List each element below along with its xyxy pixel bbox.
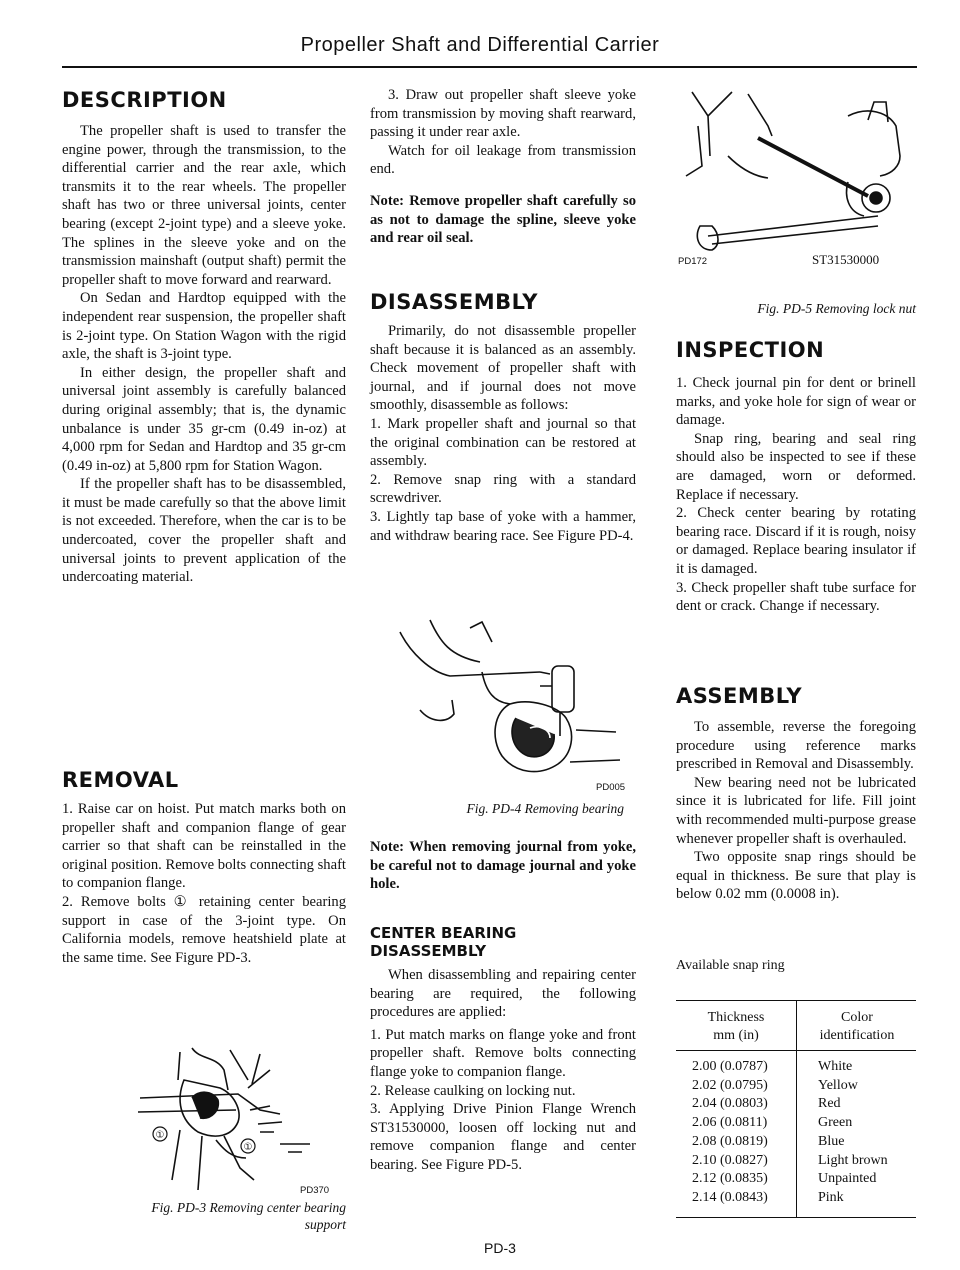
disassembly-step: 1. Mark propeller shaft and journal so that the original combination can be restored at assembly. — [370, 415, 636, 470]
description-text — [62, 122, 346, 587]
callout-1b — [241, 1139, 255, 1153]
center-bearing-step: 1. Put match marks on flange yoke and front propeller shaft. Remove bolts connecting flange yoke to companion flange. — [370, 1026, 636, 1080]
center-bearing-step: 2. Release caulking on locking nut. — [370, 1082, 576, 1099]
figure-pd5-illustration — [668, 86, 918, 266]
table-header-rule — [676, 1050, 916, 1051]
table-header-thickness: Thickness mm (in) — [707, 1010, 765, 1043]
assembly-heading: ASSEMBLY — [676, 684, 803, 708]
figure-pd5-caption: Fig. PD-5 Removing lock nut — [757, 301, 916, 316]
table-cell-color: Pink — [818, 1189, 844, 1205]
assembly-para: Two opposite snap rings should be equal in thickness. Be sure that play is below 0.02 mm (0.0008 in). — [676, 849, 916, 903]
note-removing-journal: Note: When removing journal from yoke, be careful not to damage journal and yoke hole. — [370, 839, 637, 893]
table-cell-thickness: 2.14 (0.0843) — [692, 1189, 768, 1205]
disassembly-heading: DISASSEMBLY — [370, 290, 538, 314]
inspection-item: 1. Check journal pin for dent or brinell marks, and yoke hole for sign of wear or damage. — [676, 375, 916, 429]
table-cell-thickness: 2.04 (0.0803) — [692, 1096, 768, 1112]
available-snap-ring-label: Available snap ring — [676, 958, 785, 973]
removal-step-3 — [370, 86, 636, 179]
table-cell-color: Blue — [818, 1133, 845, 1149]
table-cell-thickness: 2.02 (0.0795) — [692, 1077, 768, 1093]
table-bottom-rule — [676, 1217, 916, 1218]
watch-note: Watch for oil leakage from transmission end. — [370, 142, 636, 178]
center-bearing-step: 3. Applying Drive Pinion Flange Wrench ST31530000, loosen off locking nut and remove companion flange and center bearing. See Figure PD-5. — [370, 1101, 636, 1173]
assembly-text — [676, 718, 916, 904]
center-bearing-text — [370, 966, 636, 1175]
table-thickness-column — [692, 1058, 768, 1208]
inspection-item: 3. Check propeller shaft tube surface for dent or crack. Change if necessary. — [676, 579, 916, 615]
table-cell-color: Light brown — [818, 1152, 888, 1168]
figure-pd3-caption: Fig. PD-3 Removing center bearing support — [151, 1200, 346, 1232]
figure-pd4-code: PD005 — [596, 782, 626, 793]
removal-step: 2. Remove bolts ① retaining center bearing support in case of the 3-joint type. On California models, remove heatshield plate at the same time. See Figure PD-3. — [62, 893, 346, 966]
svg-text:①: ① — [155, 1130, 165, 1141]
disassembly-intro: Primarily, do not disassemble propeller shaft because it is balanced as an assembly. Check movement of propeller shaft with journal, and if journal does not move smoothly, disassemble as follows: — [370, 323, 636, 414]
center-bearing-heading: CENTER BEARING DISASSEMBLY — [370, 924, 517, 960]
description-para: The propeller shaft is used to transfer the engine power, through the transmission, to the differential carrier and the rear axle, which transmits it to the rear wheels. The propeller shaft has two or three universal joints, center bearing (except 2-joint type) and a sleeve yoke. The splines in the sleeve yoke and on the transmission mainshaft (output shaft) permit the propeller shaft to move forward and rearward. — [62, 123, 346, 288]
disassembly-step: 3. Lightly tap base of yoke with a hammer, and withdraw bearing race. See Figure PD-4. — [370, 508, 636, 544]
table-cell-color: Red — [818, 1096, 841, 1112]
figure-pd4-illustration — [390, 612, 630, 792]
table-column-divider — [796, 1000, 797, 1217]
inspection-item: Snap ring, bearing and seal ring should also be inspected to see if these are damaged, worn or deformed. Replace if necessary. — [676, 430, 916, 503]
note-remove-shaft: Note: Remove propeller shaft carefully so as not to damage the spline, sleeve yoke and rear oil seal. — [370, 193, 636, 247]
description-para: In either design, the propeller shaft and universal joint assembly is carefully balanced during original assembly; that is, the dynamic unbalance is under 35 gr-cm (0.49 in-oz) at 4,000 rpm for Sedan and Hardtop and 35 gr-cm (0.49 in-oz) at 5,800 rpm for Station Wagon. — [62, 364, 346, 474]
table-cell-thickness: 2.10 (0.0827) — [692, 1152, 768, 1168]
page-number: PD-3 — [484, 1240, 516, 1256]
disassembly-step: 2. Remove snap ring with a standard screwdriver. — [370, 471, 636, 507]
inspection-heading: INSPECTION — [676, 338, 825, 362]
svg-text:①: ① — [243, 1142, 253, 1153]
removal-heading: REMOVAL — [62, 768, 179, 792]
description-heading: DESCRIPTION — [62, 88, 227, 112]
assembly-para: To assemble, reverse the foregoing procedure using reference marks prescribed in Removal and Disassembly. — [676, 719, 916, 773]
removal-step: 1. Raise car on hoist. Put match marks both on propeller shaft and companion flange of gear carrier so that shaft can be reinstalled in the original position. Remove bolts connecting shaft to companion flange. — [62, 801, 346, 892]
table-cell-thickness: 2.00 (0.0787) — [692, 1059, 768, 1074]
figure-pd4-caption: Fig. PD-4 Removing bearing — [466, 801, 624, 816]
table-cell-color: Yellow — [818, 1077, 858, 1093]
header-rule — [62, 66, 917, 68]
disassembly-text — [370, 322, 636, 545]
table-header-color: Color identification — [819, 1010, 895, 1043]
callout-1a — [153, 1127, 167, 1141]
table-cell-color: White — [818, 1059, 853, 1074]
table-cell-thickness: 2.08 (0.0819) — [692, 1133, 768, 1149]
inspection-text — [676, 374, 916, 616]
figure-pd5-code: PD172 — [678, 256, 708, 267]
figure-pd3-illustration — [120, 1040, 320, 1200]
removal-steps — [62, 800, 346, 967]
figure-pd3-code: PD370 — [300, 1185, 330, 1196]
table-color-column — [818, 1058, 888, 1208]
assembly-para: New bearing need not be lubricated since it is lubricated for life. Fill joint with recommended multi-purpose grease whenever propeller shaft is overhauled. — [676, 774, 916, 847]
removal-step: 3. Draw out propeller shaft sleeve yoke from transmission by moving shaft rearward, passing it under rear axle. — [370, 87, 636, 141]
figure-pd5-tool-number: ST31530000 — [812, 252, 880, 267]
table-cell-thickness: 2.12 (0.0835) — [692, 1171, 768, 1187]
table-cell-color: Green — [818, 1115, 853, 1131]
description-para: On Sedan and Hardtop equipped with the independent rear suspension, the propeller shaft is 2-joint type. On Station Wagon with the rigid axle, the shaft is 3-joint type. — [62, 290, 346, 363]
center-bearing-intro: When disassembling and repairing center bearing are required, the following procedures are applied: — [370, 967, 636, 1021]
inspection-item: 2. Check center bearing by rotating bearing race. Discard if it is rough, noisy or damaged. Replace bearing insulator if it is damaged. — [676, 505, 916, 577]
table-cell-thickness: 2.06 (0.0811) — [692, 1115, 768, 1131]
description-para: If the propeller shaft has to be disassembled, it must be made carefully so that the above limit is not exceeded. Therefore, when the car is to be undercoated, cover the propeller shaft and universal joints to prevent application of the undercoating material. — [62, 476, 346, 586]
table-cell-color: Unpainted — [818, 1171, 877, 1187]
page-title: Propeller Shaft and Differential Carrier — [300, 34, 660, 56]
